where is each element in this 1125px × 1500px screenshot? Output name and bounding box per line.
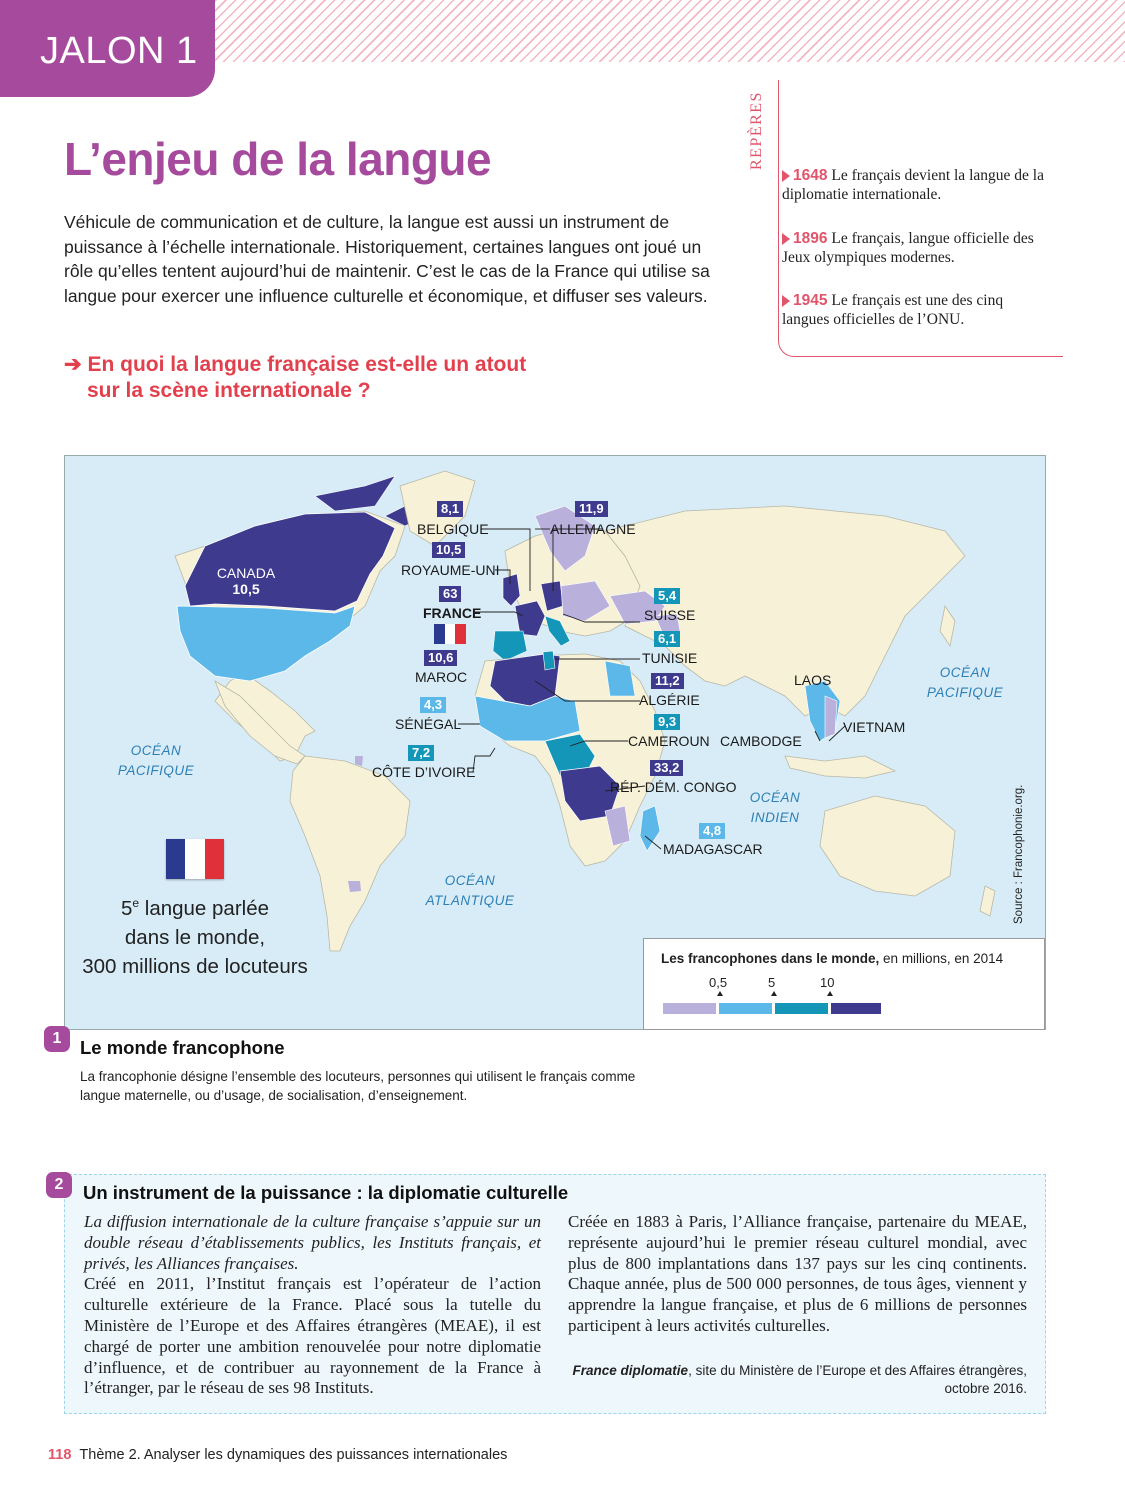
legend-tick-2: 5 (768, 975, 776, 990)
page-title: L’enjeu de la langue (64, 133, 492, 185)
tick-marker-icon (827, 991, 833, 996)
triangle-bullet-icon (782, 233, 790, 245)
ocean-pacifique-east: OCÉAN PACIFIQUE (926, 665, 1004, 700)
label-maroc: MAROC (415, 669, 468, 685)
doc1-text: La francophonie désigne l’ensemble des locuteurs, personnes qui utilisent le français comme langue maternelle, ou d’usage, de socialisation, d’enseignement. (80, 1069, 636, 1103)
arrow-right-icon: ➔ (64, 353, 82, 376)
label-allemagne: ALLEMAGNE (550, 521, 636, 537)
map-source: Source : Francophonie.org. (1013, 784, 1025, 924)
doc2-paragraph-2: Créée en 1883 à Paris, l’Alliance française, partenaire du MEAE, représente aujourd’hui le premier réseau culturel mondial, avec plus de 800 implantations dans 137 pays sur les cinq continents. Chaque année, plus de 500 000 personnes, de tous âges, viennent y apprendre la langue française, et plus de 6 millions de personnes participent à leurs activités culturelles. (568, 1212, 1027, 1335)
label-senegal: SÉNÉGAL (395, 716, 462, 732)
badge-cameroun: 9,3 (654, 714, 680, 730)
label-vietnam: VIETNAM (843, 719, 906, 735)
question-line-1: En quoi la langue française est-elle un atout (87, 353, 527, 376)
legend-swatch-3 (775, 1003, 828, 1014)
triangle-bullet-icon (782, 295, 790, 307)
vietnam-region (825, 696, 837, 738)
legend-swatch-4 (831, 1003, 881, 1014)
label-rdc: RÉP. DÉM. CONGO (610, 779, 737, 795)
repere-item: 1945 Le français est une des cinq langues officielles de l’ONU. (782, 292, 1004, 328)
badge-france: 63 (439, 586, 461, 602)
label-suisse: SUISSE (644, 607, 696, 623)
badge-maroc: 10,6 (424, 650, 457, 666)
label-cote-divoire: CÔTE D’IVOIRE (372, 764, 476, 780)
badge-allemagne: 11,9 (575, 501, 608, 517)
header-hatch (215, 0, 1125, 62)
doc1-title: Le monde francophone (80, 1037, 285, 1058)
jalon-tab (0, 0, 215, 97)
label-tunisie: TUNISIE (642, 650, 698, 666)
madagascar-region (640, 806, 660, 851)
badge-senegal: 4,3 (420, 697, 446, 713)
usa-region (177, 606, 355, 681)
intro-paragraph: Véhicule de communication et de culture, la langue est aussi un instrument de puissance à l’échelle internationale. Historiquement, certaines langues ont joué un rôle qu’elles tentent aujourd’hui de maintenir. C’est le cas de la France qui utilise sa langue pour exercer une influence culturelle et économique, et diffuser ses valeurs. (64, 212, 710, 306)
french-flag-icon (166, 839, 224, 879)
indonesia (785, 756, 895, 778)
map-legend (643, 938, 1045, 1030)
tick-marker-icon (771, 991, 777, 996)
badge-belgique: 8,1 (437, 501, 463, 517)
doc2-source: France diplomatie, site du Ministère de l’Europe et des Affaires étrangères, octobre 2016. (572, 1363, 1027, 1396)
legend-swatch-2 (719, 1003, 772, 1014)
egypt-light (605, 661, 635, 696)
ocean-atlantique: OCÉAN ATLANTIQUE (425, 873, 515, 908)
french-language-stat: 5e langue parlée dans le monde, 300 millions de locuteurs (82, 896, 308, 978)
label-cameroun: CAMEROUN (628, 733, 710, 749)
canada-label: CANADA 10,5 (216, 565, 276, 597)
label-algerie: ALGÉRIE (639, 692, 700, 708)
doc-number-badge: 1 (44, 1026, 70, 1052)
label-madagascar: MADAGASCAR (663, 841, 763, 857)
doc-number-badge: 2 (46, 1172, 72, 1198)
japan (940, 606, 955, 646)
badge-rdc: 33,2 (650, 760, 683, 776)
doc2-intro: La diffusion internationale de la culture française s’appuie sur un double réseau d’établissements publics, les Instituts français, et privés, les Alliances françaises. (84, 1212, 541, 1273)
theme-title: Thème 2. Analyser les dynamiques des puissances internationales (79, 1447, 508, 1463)
doc2-paragraph-1: Créé en 2011, l’Institut français est l’opérateur de l’action culturelle extérieure de la France. Placé sous la tutelle du Ministère de l’Europe et des Affaires étrangères (MEAE), il est chargé de porter une ambition renouvelée pour notre diplomatie d’influence, et de contribuer au rayonnement de la France à l’étranger, par le réseau de ses 98 Instituts. (84, 1274, 541, 1398)
triangle-bullet-icon (782, 170, 790, 182)
question-line-2: sur la scène internationale ? (87, 379, 371, 402)
label-belgique: BELGIQUE (417, 521, 489, 537)
doc2-title: Un instrument de la puissance : la diplomatie culturelle (83, 1182, 569, 1203)
label-laos: LAOS (794, 672, 832, 688)
badge-suisse: 5,4 (654, 588, 680, 604)
reperes-title: REPÈRES (748, 91, 765, 170)
legend-tick-3: 10 (820, 975, 835, 990)
new-zealand (980, 886, 995, 916)
badge-tunisie: 6,1 (654, 631, 680, 647)
tunisia-region (543, 651, 555, 670)
legend-title: Les francophones dans le monde, en millions, en 2014 (661, 951, 1004, 966)
problem-question (64, 352, 664, 404)
label-france: FRANCE (423, 605, 482, 621)
doc2-column-2 (568, 1212, 1027, 1337)
ocean-pacifique-west: OCÉAN PACIFIQUE (117, 743, 195, 778)
jalon-label: JALON 1 (40, 30, 198, 72)
badge-royaume-uni: 10,5 (432, 542, 465, 558)
legend-swatch-1 (663, 1003, 716, 1014)
french-guiana (355, 756, 363, 766)
australia (820, 796, 955, 896)
badge-madagascar: 4,8 (699, 823, 725, 839)
label-cambodge: CAMBODGE (720, 733, 802, 749)
label-royaume-uni: ROYAUME-UNI (401, 562, 500, 578)
small-french-flag-icon (434, 624, 466, 644)
badge-algerie: 11,2 (651, 673, 684, 689)
doc2-column-1 (84, 1212, 541, 1399)
guadeloupe-area (348, 881, 361, 892)
page-number: 118 (48, 1447, 72, 1463)
tick-marker-icon (717, 991, 723, 996)
repere-item: 1648 Le français devient la langue de la diplomatie internationale. (782, 167, 1044, 203)
badge-cote-divoire: 7,2 (408, 745, 434, 761)
iberia-region (493, 631, 527, 661)
legend-tick-1: 0,5 (709, 975, 728, 990)
ocean-indien: OCÉAN INDIEN (749, 790, 801, 825)
page-footer (48, 1447, 507, 1463)
repere-item: 1896 Le français, langue officielle des Jeux olympiques modernes. (782, 230, 1034, 266)
